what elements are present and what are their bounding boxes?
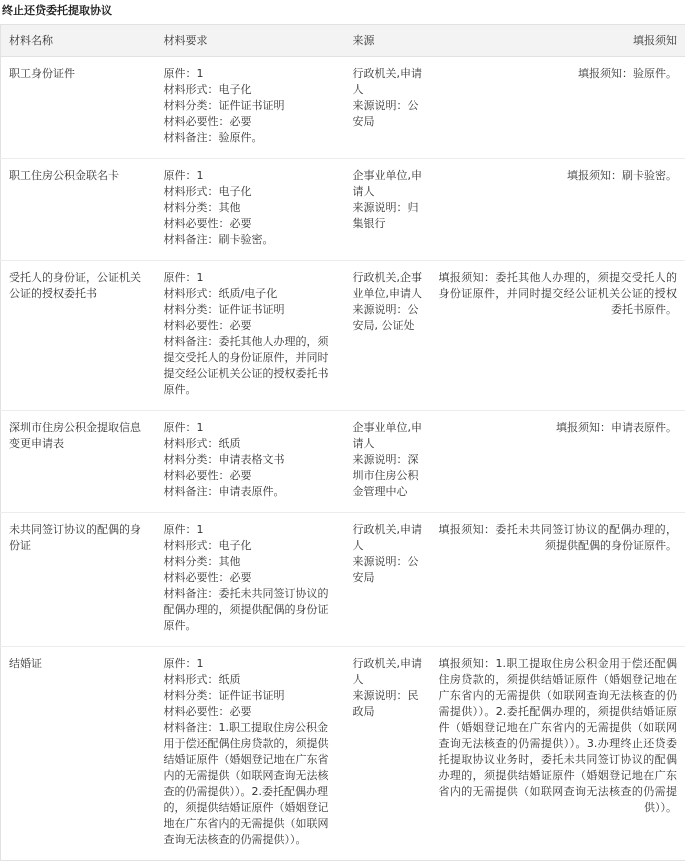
requirement-line: 材料分类：证件证书证明 (164, 98, 337, 114)
requirement-line: 材料备注：委托未共同签订协议的配偶办理的，须提供配偶的身份证原件。 (164, 586, 337, 634)
table-row (1, 159, 685, 261)
notice-text: 填报须知：刷卡验密。 (439, 168, 678, 184)
requirement-line: 材料必要性：必要 (164, 318, 337, 334)
cell-filing-notice (431, 261, 685, 411)
page-title: 终止还贷委托提取协议 (0, 0, 685, 24)
requirement-line: 材料备注：申请表原件。 (164, 484, 337, 500)
requirement-line: 原件：1 (164, 522, 337, 538)
cell-filing-notice (431, 513, 685, 647)
cell-material-name: 结婚证 (1, 647, 156, 861)
requirement-line: 原件：1 (164, 270, 337, 286)
requirement-line: 材料备注：验原件。 (164, 130, 337, 146)
table-row (1, 513, 685, 647)
cell-material-source (345, 261, 431, 411)
requirement-line: 材料分类：申请表格文书 (164, 452, 337, 468)
requirement-line: 材料形式：纸质 (164, 672, 337, 688)
table-row (1, 57, 685, 159)
cell-material-requirement (156, 647, 345, 861)
notice-text: 填报须知：验原件。 (439, 66, 678, 82)
cell-filing-notice (431, 159, 685, 261)
requirement-line: 材料必要性：必要 (164, 468, 337, 484)
cell-material-name: 深圳市住房公积金提取信息变更申请表 (1, 411, 156, 513)
cell-filing-notice (431, 647, 685, 861)
requirement-line: 材料分类：证件证书证明 (164, 688, 337, 704)
table-row (1, 261, 685, 411)
source-line: 来源说明：归集银行 (353, 200, 423, 232)
column-header-name: 材料名称 (1, 25, 156, 57)
table-header-row (1, 25, 685, 57)
source-line: 行政机关,申请人 (353, 656, 423, 688)
source-line: 来源说明：深圳市住房公积金管理中心 (353, 452, 423, 500)
source-line: 来源说明：公安局 (353, 98, 423, 130)
requirement-line: 材料备注：刷卡验密。 (164, 232, 337, 248)
column-header-notice: 填报须知 (431, 25, 685, 57)
column-header-requirement: 材料要求 (156, 25, 345, 57)
cell-material-requirement (156, 159, 345, 261)
cell-material-name: 职工住房公积金联名卡 (1, 159, 156, 261)
source-line: 来源说明：公安局, 公证处 (353, 302, 423, 334)
notice-text: 填报须知：委托未共同签订协议的配偶办理的，须提供配偶的身份证原件。 (439, 522, 678, 554)
table-row (1, 411, 685, 513)
cell-material-source (345, 57, 431, 159)
requirement-line: 材料形式：电子化 (164, 82, 337, 98)
source-line: 行政机关,申请人 (353, 522, 423, 554)
cell-material-requirement (156, 261, 345, 411)
source-line: 来源说明：民政局 (353, 688, 423, 720)
cell-material-requirement (156, 513, 345, 647)
cell-filing-notice (431, 57, 685, 159)
cell-filing-notice (431, 411, 685, 513)
materials-table (0, 24, 685, 861)
cell-material-name: 未共同签订协议的配偶的身份证 (1, 513, 156, 647)
requirement-line: 材料必要性：必要 (164, 704, 337, 720)
cell-material-source (345, 159, 431, 261)
table-body (1, 57, 685, 861)
cell-material-requirement (156, 411, 345, 513)
source-line: 企事业单位,申请人 (353, 168, 423, 200)
requirement-line: 原件：1 (164, 168, 337, 184)
requirement-line: 材料必要性：必要 (164, 114, 337, 130)
cell-material-name: 职工身份证件 (1, 57, 156, 159)
requirement-line: 材料形式：纸质 (164, 436, 337, 452)
requirement-line: 材料分类：证件证书证明 (164, 302, 337, 318)
requirement-line: 原件：1 (164, 420, 337, 436)
requirement-line: 材料备注：委托其他人办理的，须提交受托人的身份证原件，并同时提交经公证机关公证的授权委托书原件。 (164, 334, 337, 398)
notice-text: 填报须知：1.职工提取住房公积金用于偿还配偶住房贷款的，须提供结婚证原件（婚姻登记地在广东省内的无需提供（如联网查询无法核查的仍需提供））。2.委托配偶办理的，须提供结婚证原件（婚姻登记地在广东省内的无需提供（如联网查询无法核查的仍需提供））。3.办理终止还贷委托提取协议业务时，委托未共同签订协议的配偶办理的，须提供结婚证原件（婚姻登记地在广东省内的无需提供（如联网查询无法核查的仍需提供））。 (439, 656, 678, 816)
requirement-line: 材料形式：电子化 (164, 184, 337, 200)
requirement-line: 材料形式：电子化 (164, 538, 337, 554)
column-header-source: 来源 (345, 25, 431, 57)
source-line: 行政机关,企事业单位,申请人 (353, 270, 423, 302)
requirement-line: 材料分类：其他 (164, 554, 337, 570)
cell-material-requirement (156, 57, 345, 159)
cell-material-source (345, 411, 431, 513)
notice-text: 填报须知：委托其他人办理的，须提交受托人的身份证原件，并同时提交经公证机关公证的授权委托书原件。 (439, 270, 678, 318)
requirement-line: 材料必要性：必要 (164, 216, 337, 232)
cell-material-source (345, 647, 431, 861)
requirement-line: 材料形式：纸质/电子化 (164, 286, 337, 302)
requirement-line: 原件：1 (164, 66, 337, 82)
cell-material-name: 受托人的身份证，公证机关公证的授权委托书 (1, 261, 156, 411)
requirement-line: 材料分类：其他 (164, 200, 337, 216)
cell-material-source (345, 513, 431, 647)
requirement-line: 材料备注：1.职工提取住房公积金用于偿还配偶住房贷款的，须提供结婚证原件（婚姻登记地在广东省内的无需提供（如联网查询无法核查的仍需提供））。2.委托配偶办理的，须提供结婚证原件（婚姻登记地在广东省内的无需提供（如联网查询无法核查的仍需提供））。 (164, 720, 337, 848)
requirement-line: 材料必要性：必要 (164, 570, 337, 586)
notice-text: 填报须知：申请表原件。 (439, 420, 678, 436)
source-line: 来源说明：公安局 (353, 554, 423, 586)
source-line: 企事业单位,申请人 (353, 420, 423, 452)
source-line: 行政机关,申请人 (353, 66, 423, 98)
requirement-line: 原件：1 (164, 656, 337, 672)
table-row (1, 647, 685, 861)
table-header (1, 25, 685, 57)
